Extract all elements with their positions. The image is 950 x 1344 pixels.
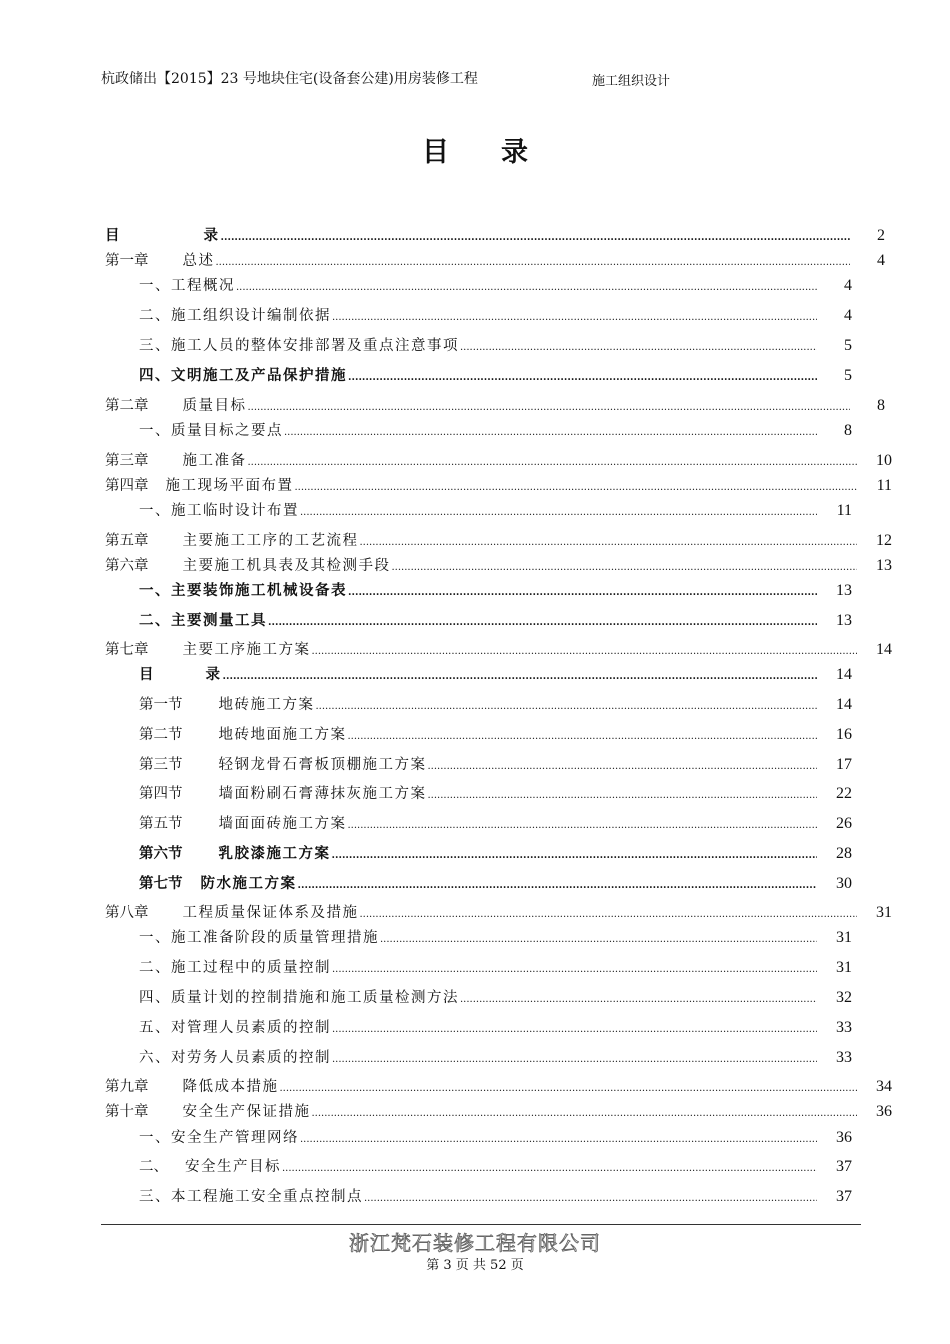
toc-entry-label (105, 903, 359, 923)
toc-entry[interactable] (139, 1018, 852, 1040)
toc-entry-number: 第九章 (105, 1079, 149, 1095)
toc-entry-number: 目 (139, 666, 154, 683)
toc-entry-label (139, 276, 235, 296)
toc-entry-title: 录 (203, 227, 220, 244)
toc-entry-title: 一、安全生产管理网络 (139, 1130, 299, 1146)
toc-entry-title: 安全生产目标 (185, 1159, 281, 1175)
toc-leader-dots (332, 306, 817, 328)
toc-entry-label (139, 958, 331, 978)
toc-leader-dots (360, 531, 858, 553)
toc-entry-number: 第八章 (105, 905, 149, 921)
toc-entry-number: 第二章 (105, 398, 149, 414)
toc-entry-label (139, 814, 347, 834)
toc-page-number: 14 (876, 641, 892, 658)
toc-entry[interactable] (139, 844, 852, 866)
toc-entry-label (139, 755, 427, 775)
toc-entry-label (105, 226, 220, 246)
toc-entry-title: 施工现场平面布置 (165, 478, 294, 494)
toc-page-number: 17 (836, 756, 852, 773)
toc-entry-number: 第七节 (139, 875, 183, 892)
toc-entry-label (139, 581, 347, 601)
toc-leader-dots (348, 581, 817, 603)
toc-entry[interactable] (139, 276, 852, 298)
toc-entry[interactable] (105, 396, 885, 418)
footer-divider (101, 1224, 861, 1225)
toc-entry-title: 总述 (182, 253, 215, 269)
toc-leader-dots (268, 611, 817, 633)
footer-page-number: 第 3 页 共 52 页 (426, 1258, 524, 1273)
toc-entry-title: 质量目标 (182, 398, 247, 414)
toc-entry-label (139, 501, 299, 521)
toc-entry[interactable] (139, 695, 852, 717)
toc-entry-title: 地砖施工方案 (218, 697, 315, 713)
toc-entry[interactable] (139, 336, 852, 358)
toc-entry-number: 第五章 (105, 533, 149, 549)
toc-leader-dots (380, 928, 817, 950)
toc-entry-label (105, 556, 391, 576)
toc-entry-title: 主要施工工序的工艺流程 (182, 533, 359, 549)
toc-entry[interactable] (139, 1048, 852, 1070)
toc-page-number: 8 (877, 397, 885, 414)
toc-entry[interactable] (105, 251, 885, 273)
toc-entry[interactable] (139, 874, 852, 896)
toc-entry-label (139, 1187, 363, 1207)
toc-page-number: 16 (836, 726, 852, 743)
toc-entry-title: 地砖地面施工方案 (218, 727, 347, 743)
toc-entry-title: 施工准备 (182, 453, 247, 469)
toc-entry-title: 二、主要测量工具 (139, 612, 267, 629)
toc-entry-label (139, 1157, 281, 1177)
toc-page-number: 31 (836, 929, 852, 946)
toc-page-number: 12 (876, 532, 892, 549)
toc-entry-label (105, 451, 247, 471)
toc-page-number: 5 (844, 337, 852, 354)
toc-page-number: 33 (836, 1019, 852, 1036)
toc-leader-dots (300, 1128, 817, 1150)
toc-entry-label (139, 695, 315, 715)
toc-entry-title: 工程质量保证体系及措施 (182, 905, 359, 921)
toc-entry-title: 二、施工组织设计编制依据 (139, 308, 331, 324)
toc-entry[interactable] (139, 958, 852, 980)
toc-page-number: 4 (877, 252, 885, 269)
toc-entry[interactable] (105, 1102, 892, 1124)
toc-entry-number: 第四章 (105, 478, 149, 494)
toc-leader-dots (312, 640, 858, 662)
toc-leader-dots (392, 556, 858, 578)
toc-entry[interactable] (139, 581, 852, 603)
toc-leader-dots (316, 695, 818, 717)
toc-page-number: 14 (836, 696, 852, 713)
toc-leader-dots (216, 251, 851, 273)
toc-entry[interactable] (105, 556, 892, 578)
toc-entry-number: 第四节 (139, 786, 183, 802)
toc-entry-title: 一、施工临时设计布置 (139, 503, 299, 519)
toc-entry[interactable] (139, 306, 852, 328)
toc-entry-title: 四、文明施工及产品保护措施 (139, 367, 347, 384)
toc-leader-dots (348, 814, 818, 836)
toc-page-number: 22 (836, 785, 852, 802)
toc-entry[interactable] (139, 421, 852, 443)
toc-entry-label (139, 421, 283, 441)
toc-entry-label (139, 784, 427, 804)
header-doc-type: 施工组织设计 (592, 74, 671, 89)
toc-page-number: 34 (876, 1078, 892, 1095)
toc-entry-number: 第十章 (105, 1104, 149, 1120)
toc-leader-dots (284, 421, 817, 443)
toc-page-number: 32 (836, 989, 852, 1006)
toc-entry-title: 一、主要装饰施工机械设备表 (139, 582, 347, 599)
toc-page-number: 37 (836, 1158, 852, 1175)
toc-entry[interactable] (105, 476, 892, 498)
toc-entry-label (105, 476, 294, 496)
toc-leader-dots (248, 396, 851, 418)
toc-entry-number: 第二节 (139, 727, 183, 743)
toc-entry-label (139, 611, 267, 631)
toc-entry-label (105, 1077, 279, 1097)
toc-entry-number: 第三章 (105, 453, 149, 469)
footer-company-name: 浙江梵石装修工程有限公司 (349, 1231, 601, 1255)
toc-page-number: 8 (844, 422, 852, 439)
toc-entry-label (105, 531, 359, 551)
toc-leader-dots (332, 958, 817, 980)
toc-entry-title: 三、施工人员的整体安排部署及重点注意事项 (139, 338, 459, 354)
toc-page-number: 5 (844, 367, 852, 384)
toc-leader-dots (282, 1157, 817, 1179)
toc-entry-title: 三、本工程施工安全重点控制点 (139, 1189, 363, 1205)
toc-leader-dots (300, 501, 817, 523)
toc-entry-number: 第三节 (139, 757, 183, 773)
toc-entry[interactable] (105, 451, 892, 473)
toc-entry-title: 一、工程概况 (139, 278, 235, 294)
toc-entry[interactable] (139, 1128, 852, 1150)
toc-page-number: 26 (836, 815, 852, 832)
toc-page-number: 31 (876, 904, 892, 921)
toc-entry-title: 安全生产保证措施 (182, 1104, 311, 1120)
toc-page-number: 37 (836, 1188, 852, 1205)
toc-leader-dots (360, 903, 858, 925)
header-project-name: 杭政储出【2015】23 号地块住宅(设备套公建)用房装修工程 (101, 71, 478, 87)
toc-entry[interactable] (139, 928, 852, 950)
toc-entry-label (139, 928, 379, 948)
toc-page-number: 2 (877, 227, 885, 244)
toc-entry-number: 第六章 (105, 558, 149, 574)
toc-entry-label (139, 1048, 331, 1068)
toc-page-number: 13 (876, 557, 892, 574)
toc-entry[interactable] (105, 226, 885, 248)
toc-entry[interactable] (105, 1077, 892, 1099)
toc-entry-title: 一、质量目标之要点 (139, 423, 283, 439)
toc-leader-dots (364, 1187, 817, 1209)
toc-leader-dots (295, 476, 858, 498)
toc-entry-title: 降低成本措施 (182, 1079, 279, 1095)
toc-entry-label (139, 1018, 331, 1038)
toc-entry-label (139, 1128, 299, 1148)
toc-entry[interactable] (139, 366, 852, 388)
toc-entry-title: 轻钢龙骨石膏板顶棚施工方案 (218, 757, 427, 773)
toc-leader-dots (236, 276, 817, 298)
toc-entry-number: 第五节 (139, 816, 183, 832)
toc-entry-number: 第一章 (105, 253, 149, 269)
toc-entry-number: 第七章 (105, 642, 149, 658)
toc-leader-dots (428, 755, 818, 777)
toc-entry-label (139, 988, 459, 1008)
toc-page-number: 4 (844, 277, 852, 294)
toc-leader-dots (332, 1048, 817, 1070)
toc-entry-title: 防水施工方案 (200, 875, 297, 892)
toc-entry-label (139, 665, 222, 685)
page-title: 目录 (422, 137, 580, 168)
toc-leader-dots (348, 725, 818, 747)
toc-page-number: 33 (836, 1049, 852, 1066)
toc-entry-title: 录 (205, 666, 222, 683)
toc-entry-label (105, 396, 247, 416)
toc-entry-label (139, 844, 331, 864)
toc-page-number: 30 (836, 875, 852, 892)
toc-entry-number: 第一节 (139, 697, 183, 713)
toc-entry-label (105, 251, 215, 271)
toc-entry[interactable] (105, 640, 892, 662)
toc-entry-label (139, 336, 459, 356)
toc-leader-dots (312, 1102, 858, 1124)
toc-entry-label (139, 366, 347, 386)
toc-entry[interactable] (139, 755, 852, 777)
toc-leader-dots (298, 874, 818, 896)
toc-entry[interactable] (139, 814, 852, 836)
toc-page-number: 36 (876, 1103, 892, 1120)
toc-entry[interactable] (105, 531, 892, 553)
toc-entry-label (139, 306, 331, 326)
toc-leader-dots (248, 451, 858, 473)
toc-entry-label (105, 1102, 311, 1122)
toc-page-number: 28 (836, 845, 852, 862)
toc-entry[interactable] (139, 1157, 852, 1179)
toc-entry[interactable] (139, 784, 852, 806)
toc-leader-dots (223, 665, 818, 687)
toc-entry-title: 五、对管理人员素质的控制 (139, 1020, 331, 1036)
toc-page-number: 11 (836, 502, 852, 519)
toc-entry[interactable] (139, 501, 852, 523)
toc-page-number: 11 (876, 477, 892, 494)
toc-entry-title: 墙面粉刷石膏薄抹灰施工方案 (218, 786, 427, 802)
toc-entry-label (139, 874, 297, 894)
toc-entry-title: 一、施工准备阶段的质量管理措施 (139, 930, 379, 946)
toc-entry-title: 主要工序施工方案 (182, 642, 311, 658)
toc-entry-number: 目 (105, 227, 120, 244)
toc-leader-dots (460, 336, 817, 358)
toc-entry-title: 二、施工过程中的质量控制 (139, 960, 331, 976)
toc-page-number: 4 (844, 307, 852, 324)
toc-entry-number: 第六节 (139, 845, 183, 862)
toc-entry-title: 主要施工机具表及其检测手段 (182, 558, 391, 574)
toc-leader-dots (460, 988, 817, 1010)
toc-entry[interactable] (105, 903, 892, 925)
toc-leader-dots (348, 366, 817, 388)
toc-page-number: 13 (836, 582, 852, 599)
toc-entry-label (105, 640, 311, 660)
toc-leader-dots (332, 844, 818, 866)
toc-entry-title: 乳胶漆施工方案 (218, 845, 331, 862)
toc-entry-title: 六、对劳务人员素质的控制 (139, 1050, 331, 1066)
toc-entry-number: 二、 (139, 1159, 168, 1175)
toc-leader-dots (221, 226, 851, 248)
toc-entry[interactable] (139, 665, 852, 687)
toc-page-number: 14 (836, 666, 852, 683)
toc-page-number: 13 (836, 612, 852, 629)
toc-page-number: 10 (876, 452, 892, 469)
toc-leader-dots (428, 784, 818, 806)
toc-page-number: 36 (836, 1129, 852, 1146)
toc-entry[interactable] (139, 1187, 852, 1209)
toc-entry[interactable] (139, 988, 852, 1010)
toc-leader-dots (280, 1077, 858, 1099)
toc-entry-title: 四、质量计划的控制措施和施工质量检测方法 (139, 990, 459, 1006)
toc-entry-title: 墙面面砖施工方案 (218, 816, 347, 832)
toc-entry[interactable] (139, 725, 852, 747)
toc-entry-label (139, 725, 347, 745)
toc-leader-dots (332, 1018, 817, 1040)
toc-entry[interactable] (139, 611, 852, 633)
toc-page-number: 31 (836, 959, 852, 976)
